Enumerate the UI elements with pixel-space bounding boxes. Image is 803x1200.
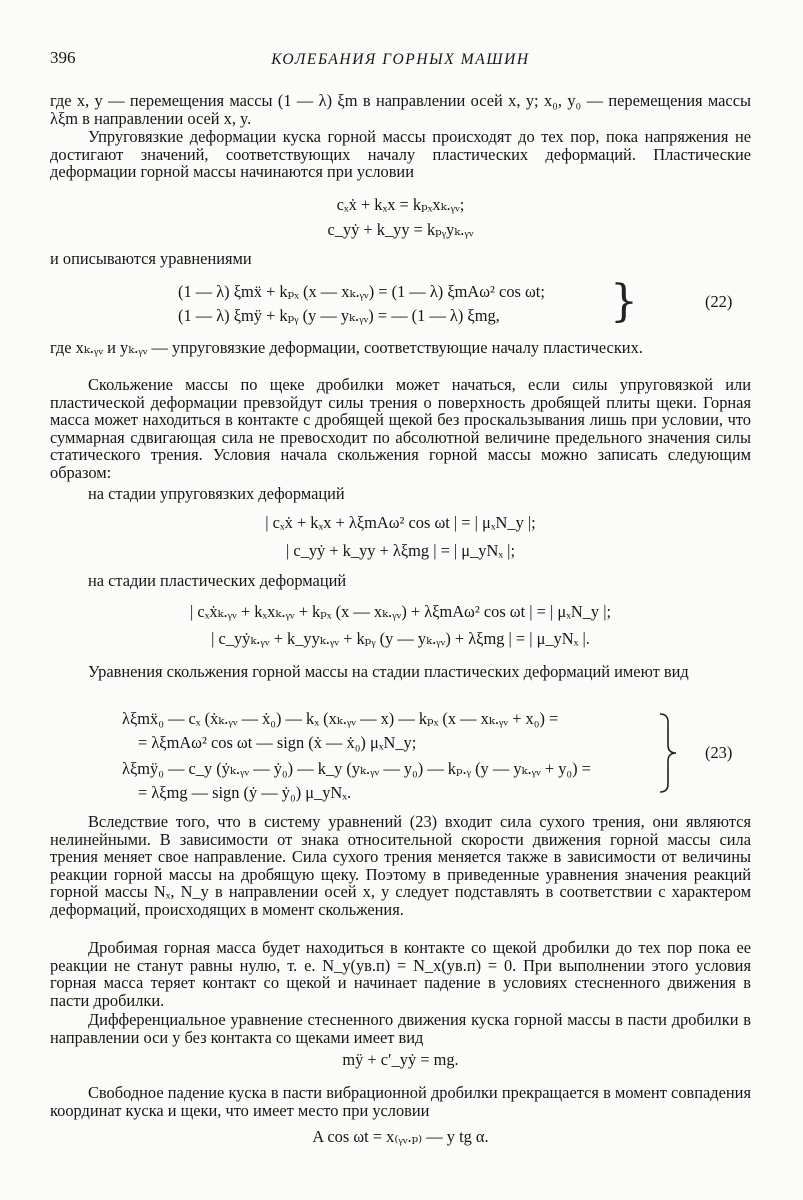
right-brace-icon: } <box>610 276 638 327</box>
paragraph-2: Упруговязкие деформации куска горной массы происходят до тех пор, пока напряжения не достигают значений, соответствующих началу пластических деформаций. Пластические деформации горной массы начинаются при условии <box>50 127 751 182</box>
paragraph-3: и описываются уравнениями <box>50 249 252 268</box>
equation-number-23: (23) <box>705 743 733 762</box>
equation-last: A cos ωt = x₍ᵧᵥ.ₚ₎ — y tg α. <box>312 1127 489 1146</box>
paragraph-11: Дифференциальное уравнение стесненного движения куска горной массы в пасти дробилки в направлении оси y без контакта со щеками имеет вид <box>50 1010 751 1047</box>
paragraph-8: Уравнения скольжения горной массы на стадии пластических деформаций имеют вид <box>88 662 689 681</box>
paragraph-4: где xₖ.ᵧᵥ и yₖ.ᵧᵥ — упруговязкие деформации, соответствующие началу пластических. <box>50 338 643 357</box>
paragraph-5: Скольжение массы по щеке дробилки может начаться, если силы упруговязкой или пластической деформации превзойдут силы трения о поверхность дробящей плиты щеки. Горная масса может находиться в контакте с дробящей щекой без проскальзывания лишь при условии, что суммарная сдвигающая сила не превосходит по абсолютной величине предельного значения силы статического трения. Условия начала скольжения горной массы можно записать следующим образом: <box>50 375 751 482</box>
equation-22-line-1: (1 — λ) ξmẍ + kₚₓ (x — xₖ.ᵧᵥ) = (1 — λ) ξmAω² cos ωt; <box>178 282 545 301</box>
equation-number-22: (22) <box>705 292 733 311</box>
paragraph-10: Дробимая горная масса будет находиться в контакте со щекой дробилки до тех пор пока ее реакции не станут равны нулю, т. е. N_y(ув.п) = N_x(ув.п) = 0. При выполнении этого условия горная масса теряет контакт со щекой и начинает падение в условиях стесненного движения в пасти дробилки. <box>50 938 751 1010</box>
equation-23-line-4: = λξmg — sign (ẏ — ẏ₀) μ_yNₓ. <box>138 783 352 802</box>
page-number: 396 <box>50 48 76 67</box>
equation-free-motion: mÿ + c′_yẏ = mg. <box>342 1050 459 1069</box>
equation-viscous-2: | c_yẏ + k_yy + λξmg | = | μ_yNₓ |; <box>286 541 515 560</box>
running-title: КОЛЕБАНИЯ ГОРНЫХ МАШИН <box>271 51 530 68</box>
equation-plastic-1: | cₓẋₖ.ᵧᵥ + kₓxₖ.ᵧᵥ + kₚₓ (x — xₖ.ᵧᵥ) + λξmAω² cos ωt | = | μₓN_y |; <box>189 602 612 621</box>
right-brace-icon <box>656 712 680 794</box>
paragraph-1: где x, y — перемещения массы (1 — λ) ξm в направлении осей x, y; x₀, y₀ — перемещения массы λξm в направлении осей x, y. <box>50 91 751 128</box>
equation-23-line-2: = λξmAω² cos ωt — sign (ẋ — ẋ₀) μₓN_y; <box>138 733 417 752</box>
equation-22-line-2: (1 — λ) ξmÿ + kₚᵧ (y — yₖ.ᵧᵥ) = — (1 — λ) ξmg, <box>178 306 500 325</box>
equation-condition-2: c_yẏ + k_yy = kₚᵧyₖ.ᵧᵥ <box>327 220 474 239</box>
equation-viscous-1: | cₓẋ + kₓx + λξmAω² cos ωt | = | μₓN_y |; <box>265 513 536 532</box>
equation-plastic-2: | c_yẏₖ.ᵧᵥ + k_yyₖ.ᵧᵥ + kₚᵧ (y — yₖ.ᵧᵥ) + λξmg | = | μ_yNₓ |. <box>211 629 590 648</box>
equation-23-line-3: λξmÿ₀ — c_y (ẏₖ.ᵧᵥ — ẏ₀) — k_y (yₖ.ᵧᵥ — y₀) — kₚ.ᵧ (y — yₖ.ᵧᵥ + y₀) = <box>122 759 591 778</box>
paragraph-6: на стадии упруговязких деформаций <box>88 484 345 503</box>
paragraph-7: на стадии пластических деформаций <box>88 571 347 590</box>
paragraph-9: Вследствие того, что в систему уравнений (23) входит сила сухого трения, они являются нелинейными. В зависимости от знака относительной скорости движения горной массы сила трения меняет свое направление. Сила сухого трения меняется также в зависимости от величины реакции горной массы на дробящую щеку. Поэтому в приведенные уравнения значения реакций горной массы Nₓ, N_y в направлении осей x, y следует подставлять в соответствии с характером деформаций, происходящих в момент скольжения. <box>50 812 751 919</box>
equation-condition-1: cₓẋ + kₓx = kₚₓxₖ.ᵧᵥ; <box>336 195 465 214</box>
equation-23-line-1: λξmẍ₀ — cₓ (ẋₖ.ᵧᵥ — ẋ₀) — kₓ (xₖ.ᵧᵥ — x) — kₚₓ (x — xₖ.ᵧᵥ + x₀) = <box>122 709 559 728</box>
paragraph-12: Свободное падение куска в пасти вибрационной дробилки прекращается в момент совпадения координат куска и щеки, что имеет место при условии <box>50 1083 751 1120</box>
